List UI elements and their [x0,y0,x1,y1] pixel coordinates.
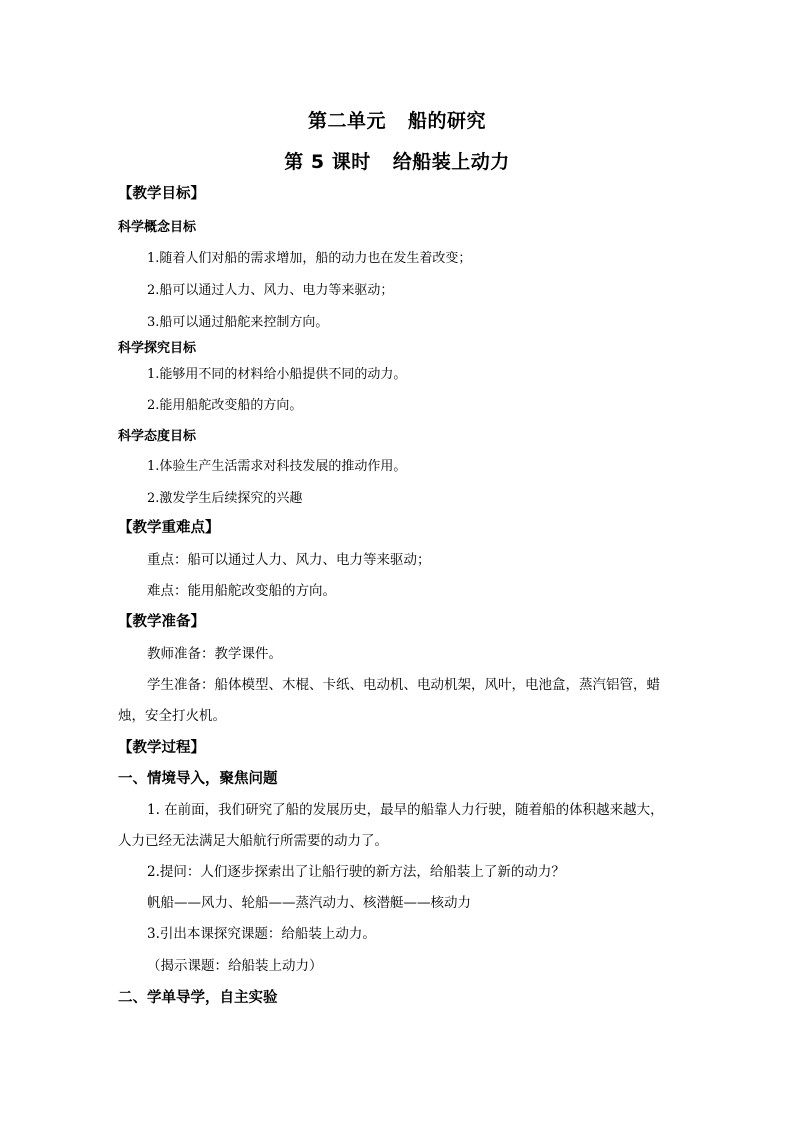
student-preparation-cont: 烛，安全打火机。 [118,708,226,724]
unit-number: 第二单元 [307,110,386,132]
process-paragraph: 帆船——风力、轮船——蒸汽动力、核潜艇——核动力 [147,895,471,911]
lesson-name: 给船装上动力 [392,151,510,173]
student-preparation: 学生准备：船体模型、木棍、卡纸、电动机、电动机架，风叶，电池盒，蒸汽铝管，蜡 [147,677,660,693]
objectives-header: 【教学目标】 [118,186,205,202]
process-paragraph: 1. 在前面，我们研究了船的发展历史，最早的船靠人力行驶，随着船的体积越来越大， [147,802,664,818]
process-paragraph: 2.提问：人们逐步探索出了让船行驶的新方法，给船装上了新的动力？ [147,864,565,880]
difficult-point: 难点：能用船舵改变船的方向。 [147,583,336,599]
key-points-header: 【教学重难点】 [118,520,220,536]
inquiry-header: 科学探究目标 [118,341,197,356]
process-paragraph-cont: 人力已经无法满足大船航行所需要的动力了。 [118,833,388,849]
process-paragraph: （揭示课题：给船装上动力） [147,958,323,974]
preparation-header: 【教学准备】 [118,614,205,630]
attitude-item: 1.体验生产生活需求对科技发展的推动作用。 [147,459,407,474]
lesson-number: 第 5 课时 [284,151,371,173]
part1-header: 一、情境导入，聚焦问题 [118,771,278,787]
process-header: 【教学过程】 [118,740,205,756]
concept-item: 2.船可以通过人力、风力、电力等来驱动； [147,283,394,298]
part2-header: 二、学单导学，自主实验 [118,990,278,1006]
inquiry-item: 1.能够用不同的材料给小船提供不同的动力。 [147,367,407,382]
concept-header: 科学概念目标 [118,220,197,235]
attitude-item: 2.激发学生后续探究的兴趣 [147,491,303,506]
unit-title [0,106,794,133]
attitude-header: 科学态度目标 [118,429,197,444]
unit-name: 船的研究 [408,110,487,132]
process-paragraph: 3.引出本课探究课题：给船装上动力。 [147,926,376,942]
lesson-title [0,147,794,174]
inquiry-item: 2.能用船舵改变船的方向。 [147,398,303,413]
teacher-preparation: 教师准备：教学课件。 [147,646,282,662]
key-point: 重点：船可以通过人力、风力、电力等来驱动； [147,552,431,568]
concept-item: 1.随着人们对船的需求增加，船的动力也在发生着改变； [147,251,472,266]
concept-item: 3.船可以通过船舵来控制方向。 [147,315,329,330]
